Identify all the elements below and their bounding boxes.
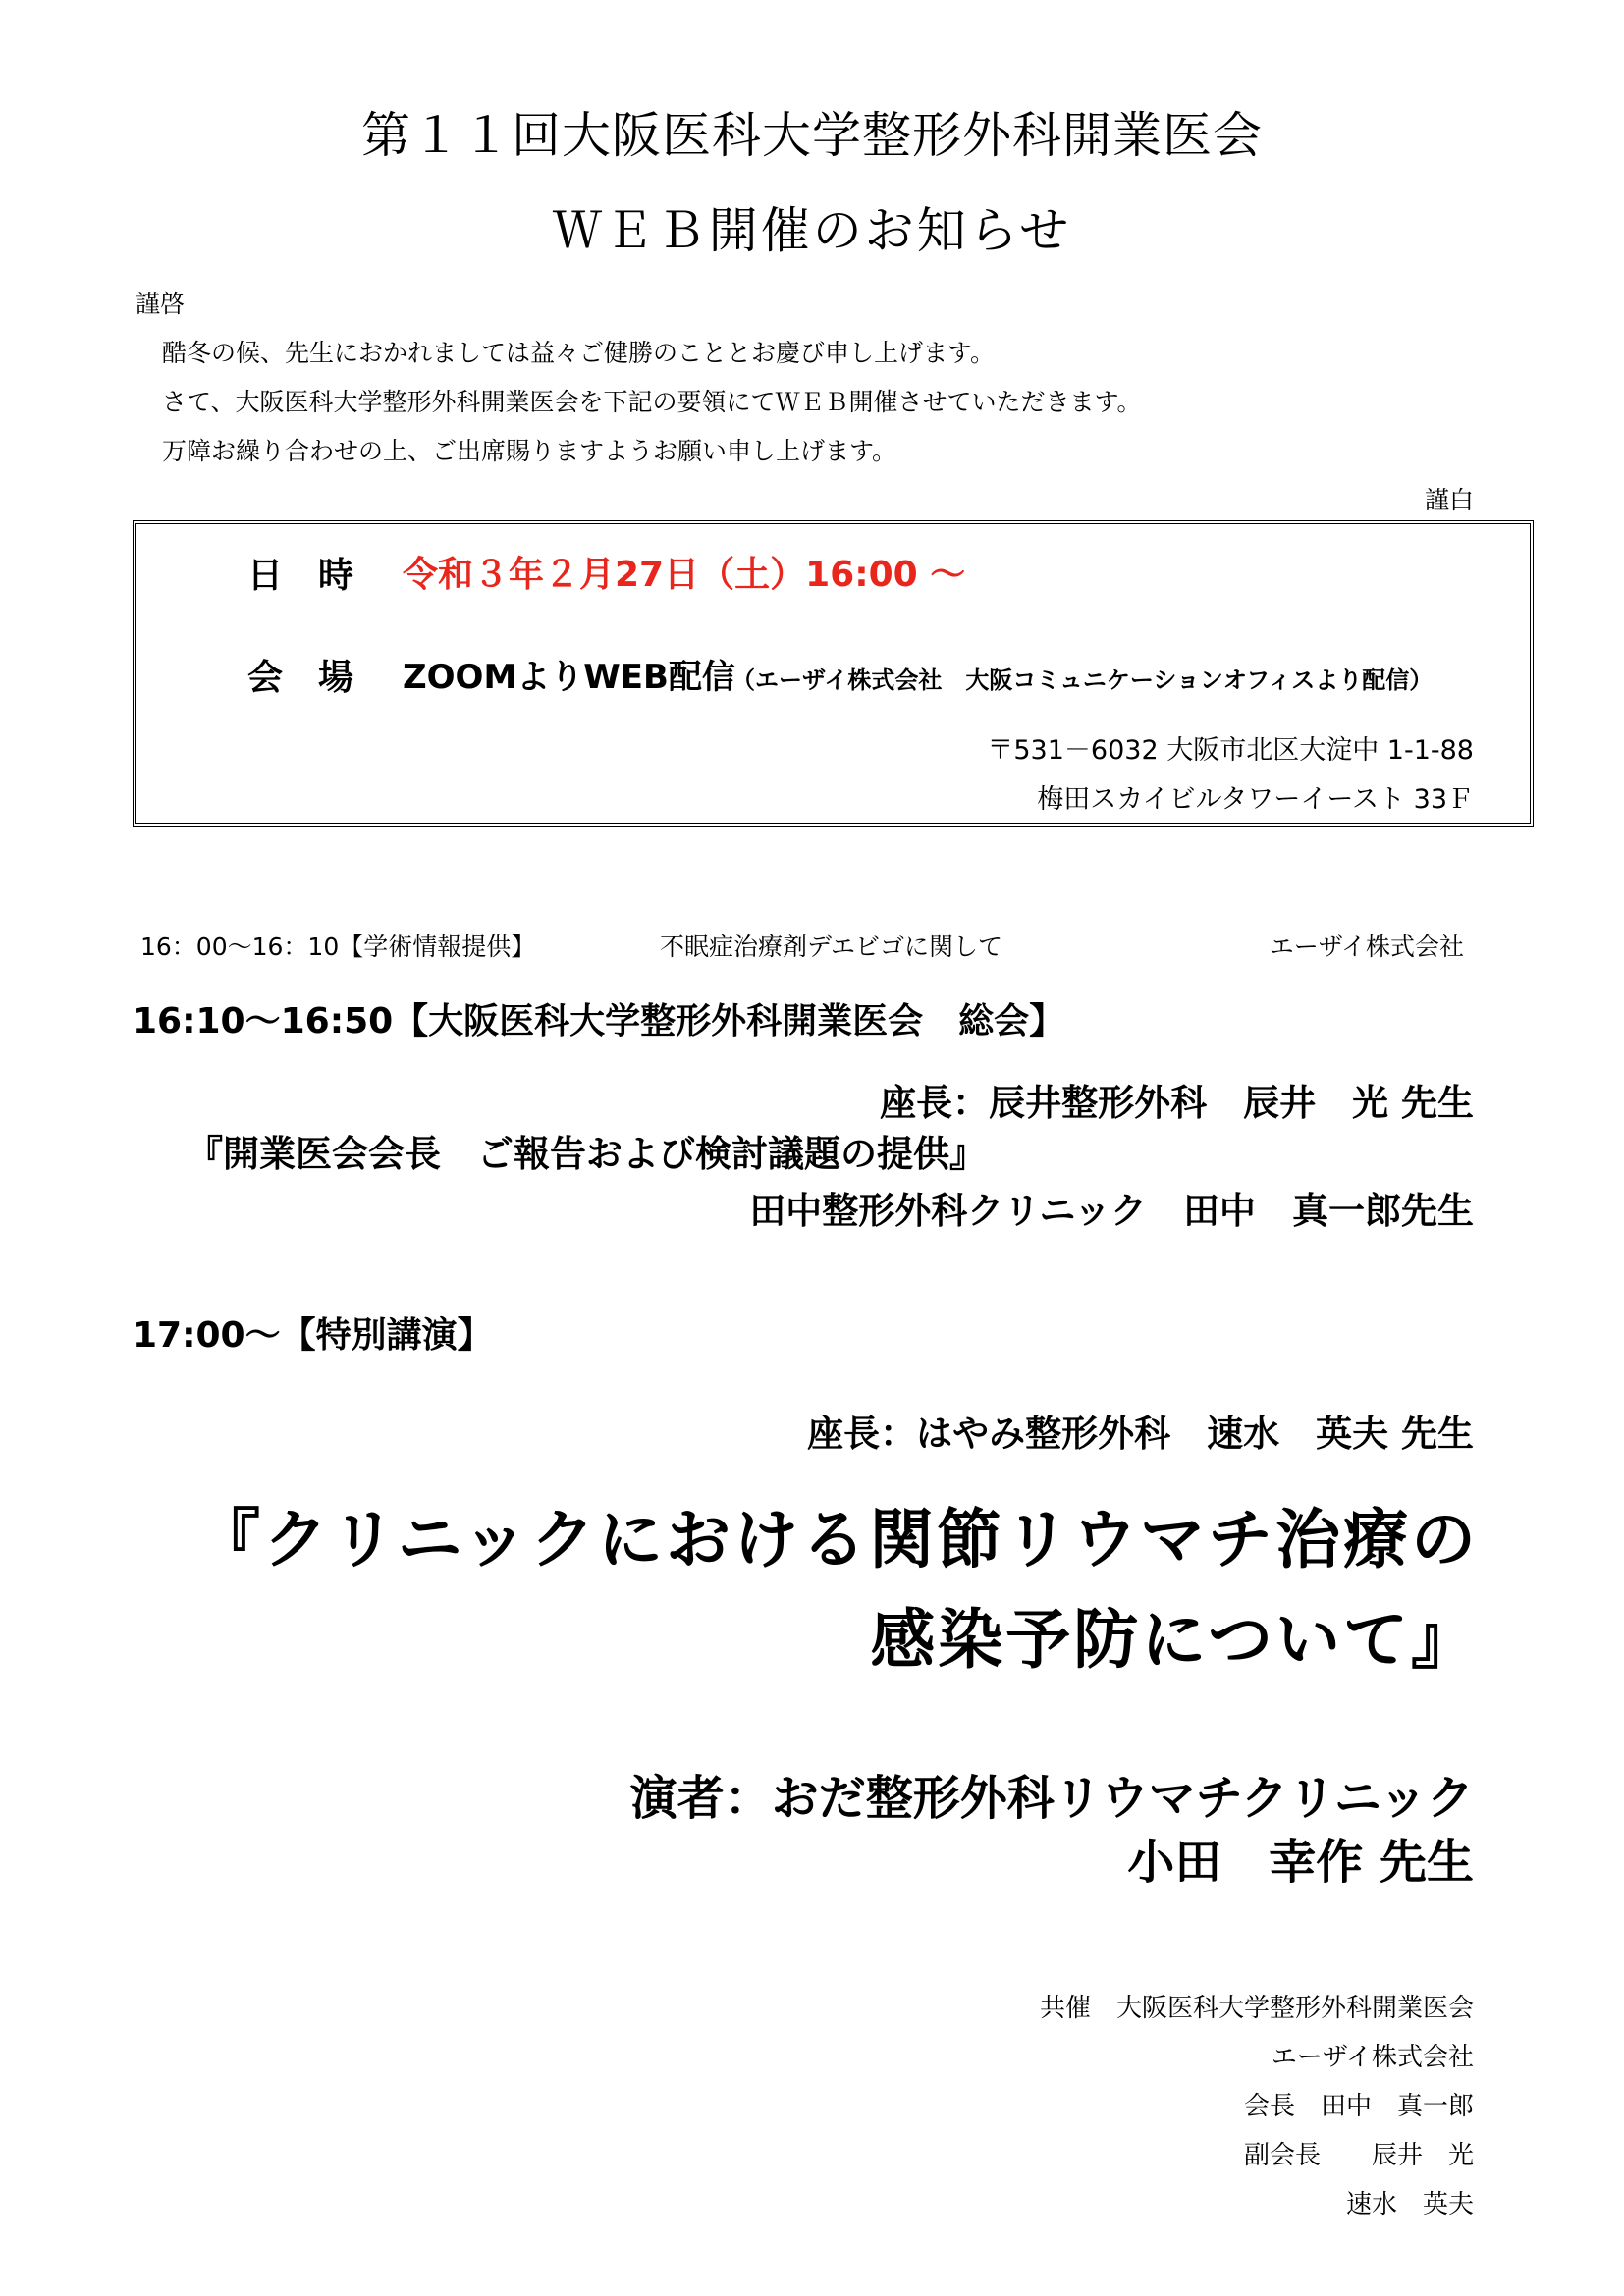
letter-paragraph-3: 万障お繰り合わせの上、ご出席賜りますようお願い申し上げます。: [162, 437, 897, 465]
info-session-topic: 不眠症治療剤デエビゴに関して: [660, 933, 1003, 961]
general-meeting-heading: 16:10～16:50【大阪医科大学整形外科開業医会 総会】: [133, 1001, 1065, 1041]
special-lecture-chair: 座長：はやみ整形外科 速水 英夫 先生: [807, 1413, 1474, 1455]
letter-opening: 謹啓: [135, 290, 186, 318]
venue-note: （エーザイ株式会社 大阪コミュニケーションオフィスより配信）: [731, 667, 1434, 694]
lecture-title-line-2: 感染予防について』: [870, 1602, 1479, 1678]
letter-paragraph-1: 酷冬の候、先生におかれましては益々ご健勝のこととお慶び申し上げます。: [162, 339, 996, 367]
title-line-1: 第１１回大阪医科大学整形外科開業医会: [361, 107, 1263, 164]
letter-closing: 謹白: [1424, 486, 1474, 514]
lecture-title-line-1: 『クリニックにおける関節リウマチ治療の: [194, 1502, 1479, 1577]
title-line-2: ＷＥＢ開催のお知らせ: [552, 202, 1072, 259]
sponsor-vice-president: 副会長 辰井 光: [1243, 2141, 1474, 2170]
sponsor-president: 会長 田中 真一郎: [1243, 2092, 1474, 2121]
sponsor-cohost: 共催 大阪医科大学整形外科開業医会: [1039, 1994, 1474, 2023]
venue-address: 〒531－6032 大阪市北区大淀中 1-1-88: [987, 735, 1474, 766]
venue-label: 会 場: [247, 658, 354, 698]
report-title: 『開業医会会長 ご報告および検討議題の提供』: [187, 1133, 986, 1175]
report-presenter: 田中整形外科クリニック 田中 真一郎先生: [749, 1190, 1474, 1232]
datetime-value: 令和３年２月27日（土）16:00 ～: [403, 555, 966, 595]
speaker-affiliation: 演者：おだ整形外科リウマチクリニック: [629, 1771, 1474, 1826]
letter-paragraph-2: さて、大阪医科大学整形外科開業医会を下記の要領にてＷＥＢ開催させていただきます。: [162, 388, 1142, 416]
info-session-company: エーザイ株式会社: [1269, 933, 1464, 961]
venue-building: 梅田スカイビルタワーイースト 33Ｆ: [1037, 784, 1474, 815]
datetime-label: 日 時: [247, 556, 354, 596]
sponsor-company: エーザイ株式会社: [1271, 2043, 1474, 2072]
speaker-name: 小田 幸作 先生: [1127, 1835, 1474, 1890]
special-lecture-heading: 17:00～【特別講演】: [133, 1315, 493, 1356]
sponsor-member: 速水 英夫: [1345, 2190, 1474, 2219]
info-session-time: 16：00～16：10【学術情報提供】: [140, 933, 536, 961]
general-meeting-chair: 座長：辰井整形外科 辰井 光 先生: [880, 1082, 1474, 1124]
venue-value: ZOOMよりWEB配信: [403, 658, 735, 697]
